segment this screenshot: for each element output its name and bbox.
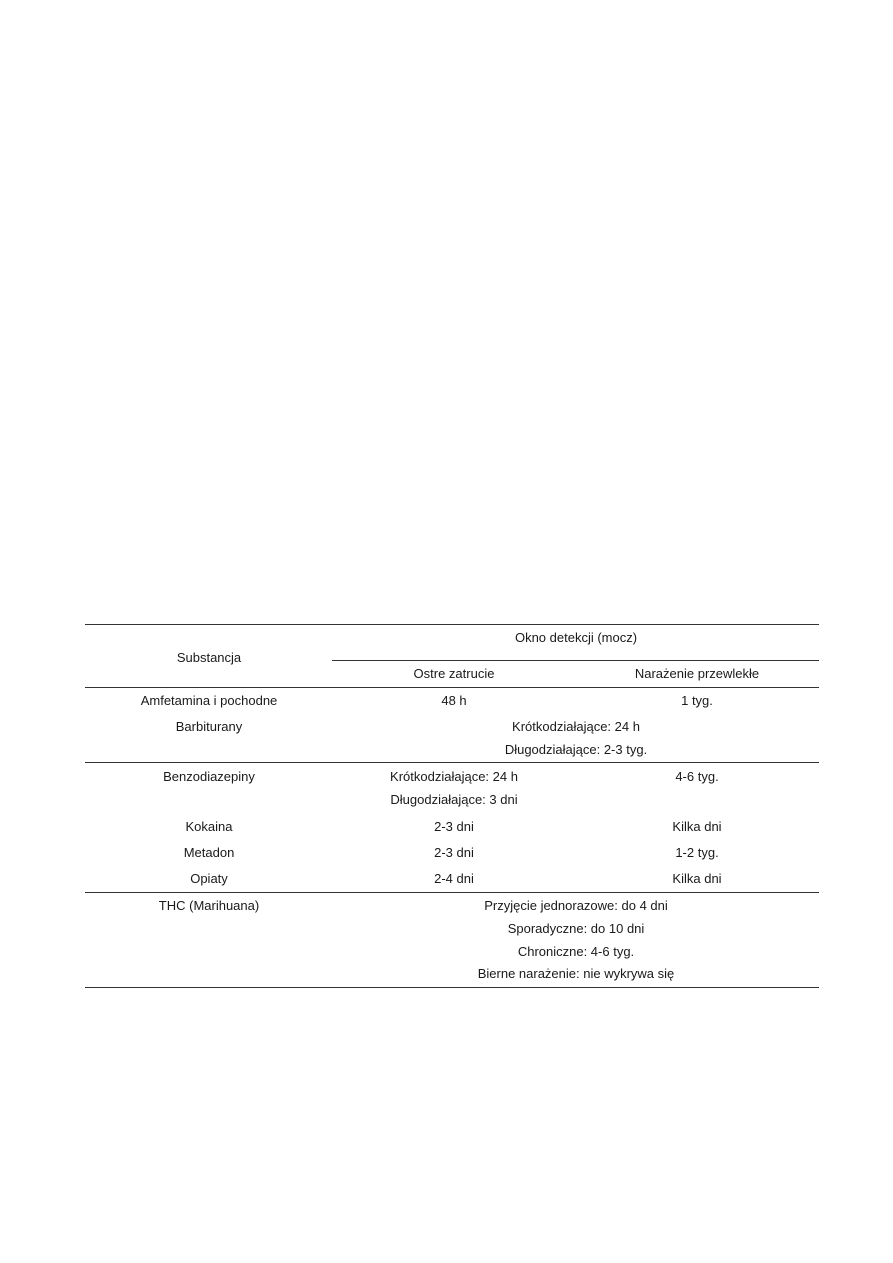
row-kokaina-chronic: Kilka dni	[672, 819, 722, 834]
row-opiaty-acute: 2-4 dni	[434, 871, 474, 886]
row-barbiturany-line1: Krótkodziałające: 24 h	[512, 719, 640, 734]
row-amfetamina-chronic: 1 tyg.	[681, 693, 713, 708]
row-thc-line1: Przyjęcie jednorazowe: do 4 dni	[484, 898, 668, 913]
row-kokaina-acute: 2-3 dni	[434, 819, 474, 834]
table-bottom-rule	[85, 987, 819, 988]
row-opiaty-chronic: Kilka dni	[672, 871, 722, 886]
header-detection-window: Okno detekcji (mocz)	[514, 630, 638, 645]
row-benzodiazepiny-chronic: 4-6 tyg.	[675, 769, 719, 784]
row-benzodiazepiny-acute-line2: Długodziałające: 3 dni	[390, 792, 518, 807]
row-benzodiazepiny-acute-line1: Krótkodziałające: 24 h	[390, 769, 518, 784]
row-barbiturany-substance: Barbiturany	[175, 719, 243, 734]
row-amfetamina-substance: Amfetamina i pochodne	[140, 693, 278, 708]
section-rule-2	[85, 892, 819, 893]
row-amfetamina-acute: 48 h	[441, 693, 467, 708]
header-acute: Ostre zatrucie	[413, 666, 495, 681]
row-thc-line4: Bierne narażenie: nie wykrywa się	[477, 966, 675, 981]
row-thc-line3: Chroniczne: 4-6 tyg.	[517, 944, 635, 959]
row-thc-line2: Sporadyczne: do 10 dni	[507, 921, 645, 936]
row-kokaina-substance: Kokaina	[185, 819, 233, 834]
section-rule-1	[85, 762, 819, 763]
row-thc-substance: THC (Marihuana)	[158, 898, 260, 913]
header-group-rule	[332, 660, 819, 661]
row-opiaty-substance: Opiaty	[190, 871, 228, 886]
detection-window-table	[85, 624, 819, 988]
header-substance: Substancja	[176, 650, 242, 665]
row-metadon-substance: Metadon	[183, 845, 235, 860]
row-barbiturany-line2: Długodziałające: 2-3 tyg.	[504, 742, 648, 757]
table-top-rule	[85, 624, 819, 625]
row-metadon-chronic: 1-2 tyg.	[675, 845, 719, 860]
header-chronic: Narażenie przewlekłe	[634, 666, 760, 681]
header-bottom-rule	[85, 687, 819, 688]
row-benzodiazepiny-substance: Benzodiazepiny	[163, 769, 255, 784]
row-metadon-acute: 2-3 dni	[434, 845, 474, 860]
